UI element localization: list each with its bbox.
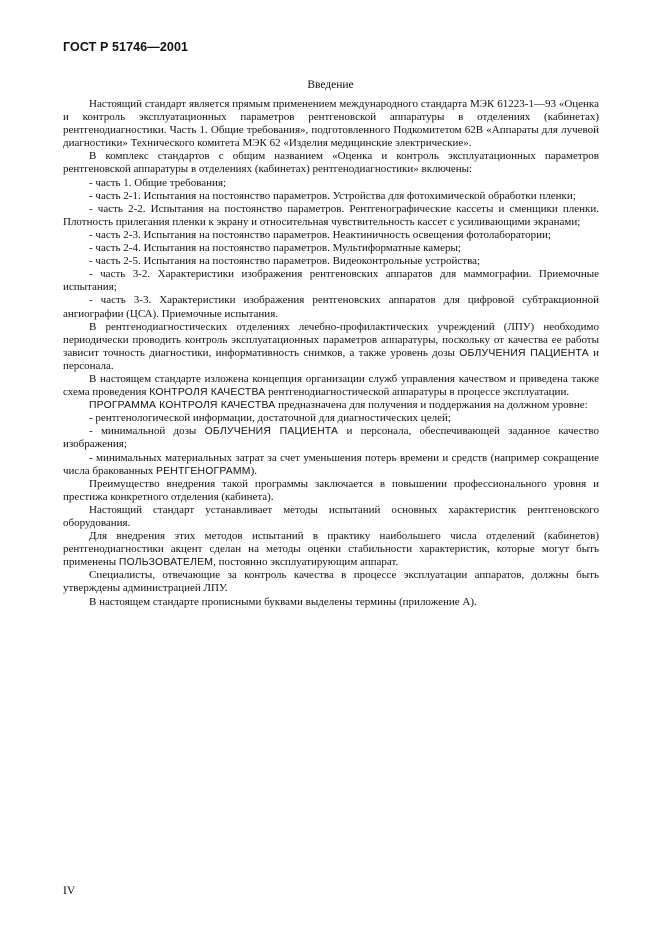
document-header: ГОСТ Р 51746—2001 <box>63 40 189 54</box>
text-run: - минимальных материальных затрат за счет уменьшения потерь времени и средств (например сокращение числа бракованных <box>63 451 599 477</box>
term-caps: РЕНТГЕНОГРАММ <box>156 465 251 477</box>
paragraph <box>63 203 599 229</box>
paragraph <box>63 504 599 530</box>
paragraph <box>63 255 599 268</box>
term-caps: ПОЛЬЗОВАТЕЛЕМ <box>118 557 214 569</box>
text-run: В настоящем стандарте прописными буквами выделены термины (приложение А). <box>89 595 477 608</box>
text-run: - часть 3-2. Характеристики изображения рентгеновских аппаратов для маммографии. Приемочные испытания; <box>63 268 599 294</box>
paragraph <box>63 268 599 294</box>
paragraph <box>63 412 599 425</box>
paragraph <box>63 373 599 399</box>
paragraph <box>63 177 599 190</box>
term-caps: ОБЛУЧЕНИЯ ПАЦИЕНТА <box>459 347 589 359</box>
text-run: и персонала, обеспечивающей заданное качество изображения; <box>63 425 599 451</box>
text-run: - минимальной дозы <box>89 425 205 438</box>
text-run: Настоящий стандарт устанавливает методы испытаний основных характеристик рентгеновского оборудования. <box>63 503 599 529</box>
text-run: В настоящем стандарте изложена концепция организации служб управления качеством и приведена также схема проведения <box>63 372 599 399</box>
text-run: рентгенодиагностической аппаратуры в процессе эксплуатации. <box>265 386 570 399</box>
paragraph <box>63 478 599 504</box>
term-caps: ПРОГРАММА КОНТРОЛЯ КАЧЕСТВА <box>89 400 276 412</box>
text-run: - часть 3-3. Характеристики изображения рентгеновских аппаратов для цифровой субтракционной ангиографии (ЦСА). Приемочные испытания. <box>63 294 599 320</box>
term-caps: ОБЛУЧЕНИЯ ПАЦИЕНТА <box>204 426 339 438</box>
text-run: В рентгенодиагностических отделениях лечебно-профилактических учреждений (ЛПУ) необходимо периодически проводить контроль эксплуатационных параметров аппаратуры, поскольку от качества ее работы зависит точность диагностики, информативность снимков, а также уровень дозы <box>63 320 599 359</box>
text-run: В комплекс стандартов с общим названием «Оценка и контроль эксплуатационных параметров рентгеновской аппаратуры в отделениях (кабинетах) рентгенодиагностики» включены: <box>63 150 599 176</box>
paragraph <box>63 425 599 451</box>
paragraph <box>63 150 599 176</box>
paragraph <box>63 294 599 320</box>
text-run: - часть 2-4. Испытания на постоянство параметров. Мультиформатные камеры; <box>89 242 461 255</box>
text-run: ). <box>250 464 258 477</box>
paragraph <box>63 229 599 242</box>
paragraph <box>63 596 599 609</box>
text-run: предназначена для получения и поддержания на должном уровне: <box>275 399 588 412</box>
term-caps: КОНТРОЛЯ КАЧЕСТВА <box>149 387 266 399</box>
body-text <box>63 98 599 609</box>
paragraph <box>63 399 599 412</box>
text-run: - часть 2-5. Испытания на постоянство параметров. Видеоконтрольные устройства; <box>89 255 481 268</box>
text-run: Настоящий стандарт является прямым применением международного стандарта МЭК 61223-1—93 «Оценка и контроль эксплуатационных параметров рентгеновской аппаратуры в отделениях (кабинетах) рентгенодиагностики. Часть 1. Общие требования», подготовленного Подкомитетом 62В «Аппараты для лучевой диагностики» Технического комитета МЭК 62 «Изделия медицинские электрические». <box>63 98 599 150</box>
text-run: - рентгенологической информации, достаточной для диагностических целей; <box>89 412 451 425</box>
text-run: Для внедрения этих методов испытаний в практику наибольшего числа отделений (кабинетов) рентгенодиагностики акцент сделан на методы оценки стабильности характеристик, которые могут быть применены <box>63 530 599 569</box>
text-run: - часть 1. Общие требования; <box>89 176 227 189</box>
text-run: Преимущество внедрения такой программы заключается в повышении профессионального уровня и престижа конкретного отделения (кабинета). <box>63 477 599 503</box>
paragraph <box>63 190 599 203</box>
paragraph <box>63 569 599 595</box>
paragraph <box>63 530 599 569</box>
page-number: IV <box>63 885 76 897</box>
text-run: - часть 2-2. Испытания на постоянство параметров. Рентгенографические кассеты и сменщики пленки. Плотность прилегания пленки к экрану и относительная чувствительность кассет с усиливающими экранами; <box>63 202 599 228</box>
paragraph <box>63 321 599 373</box>
paragraph <box>63 242 599 255</box>
paragraph <box>63 98 599 150</box>
text-run: и персонала. <box>63 346 599 372</box>
text-run: - часть 2-1. Испытания на постоянство параметров. Устройства для фотохимической обработки пленки; <box>89 189 576 202</box>
text-run: Специалисты, отвечающие за контроль качества в процессе эксплуатации аппаратов, должны быть утверждены администрацией ЛПУ. <box>63 569 599 595</box>
text-run: - часть 2-3. Испытания на постоянство параметров. Неактиничность освещения фотолаборатории; <box>89 228 551 241</box>
paragraph <box>63 452 599 478</box>
text-run: , постоянно эксплуатирующим аппарат. <box>213 556 399 569</box>
section-title: Введение <box>307 79 354 91</box>
